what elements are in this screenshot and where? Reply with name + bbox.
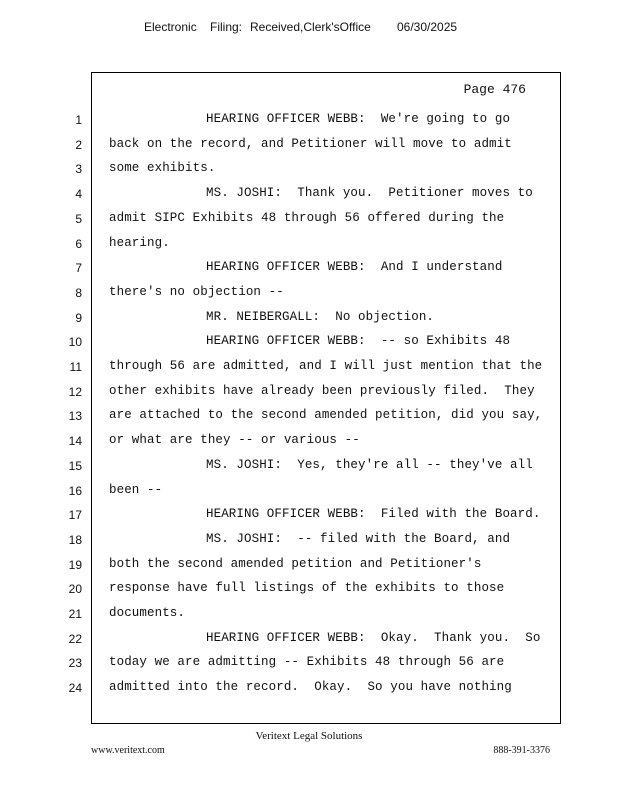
- line-text: admitted into the record. Okay. So you have nothing: [109, 680, 512, 694]
- line-number: 20: [68, 582, 82, 596]
- header-electronic: Electronic: [144, 20, 197, 34]
- line-number: 8: [75, 286, 82, 300]
- line-number: 6: [75, 237, 82, 251]
- header-date: 06/30/2025: [397, 20, 458, 34]
- line-text: other exhibits have already been previously filed. They: [109, 384, 535, 398]
- line-text: admit SIPC Exhibits 48 through 56 offered during the: [109, 211, 505, 225]
- line-text: through 56 are admitted, and I will just mention that the: [109, 359, 543, 373]
- line-text: hearing.: [109, 236, 170, 250]
- line-number: 12: [68, 385, 82, 399]
- line-text: both the second amended petition and Petitioner's: [109, 557, 482, 571]
- footer-website: www.veritext.com: [91, 745, 165, 756]
- line-number: 13: [68, 409, 82, 423]
- line-number: 3: [75, 162, 82, 176]
- line-number: 4: [75, 187, 82, 201]
- line-number: 17: [68, 508, 82, 522]
- line-number: 24: [68, 681, 82, 695]
- line-text: MS. JOSHI: -- filed with the Board, and: [206, 532, 511, 546]
- line-text: MS. JOSHI: Thank you. Petitioner moves to: [206, 186, 533, 200]
- line-number: 1: [75, 113, 82, 127]
- line-text: or what are they -- or various --: [109, 433, 360, 447]
- header-filing: Filing:: [210, 20, 243, 34]
- line-number: 5: [75, 212, 82, 226]
- line-text: MR. NEIBERGALL: No objection.: [206, 310, 435, 324]
- header-received: Received,Clerk'sOffice: [250, 20, 371, 34]
- line-text: there's no objection --: [109, 285, 284, 299]
- line-number: 19: [68, 558, 82, 572]
- line-text: are attached to the second amended petition, did you say,: [109, 408, 543, 422]
- line-number: 9: [75, 311, 82, 325]
- line-text: HEARING OFFICER WEBB: We're going to go: [206, 112, 511, 126]
- line-text: been --: [109, 483, 163, 497]
- line-number: 7: [75, 261, 82, 275]
- line-number: 14: [68, 434, 82, 448]
- line-text: MS. JOSHI: Yes, they're all -- they've all: [206, 458, 533, 472]
- line-number: 18: [68, 533, 82, 547]
- line-text: today we are admitting -- Exhibits 48 through 56 are: [109, 655, 505, 669]
- line-number: 15: [68, 459, 82, 473]
- line-text: response have full listings of the exhibits to those: [109, 581, 505, 595]
- line-text: HEARING OFFICER WEBB: Okay. Thank you. So: [206, 631, 541, 645]
- line-text: HEARING OFFICER WEBB: And I understand: [206, 260, 503, 274]
- page-number: Page 476: [463, 82, 526, 97]
- line-text: documents.: [109, 606, 186, 620]
- footer-phone: 888-391-3376: [493, 745, 550, 756]
- line-number: 16: [68, 484, 82, 498]
- line-number: 2: [75, 138, 82, 152]
- line-number: 21: [68, 607, 82, 621]
- footer-company: Veritext Legal Solutions: [255, 730, 363, 742]
- line-text: back on the record, and Petitioner will move to admit: [109, 137, 512, 151]
- line-number: 11: [69, 360, 82, 374]
- line-text: HEARING OFFICER WEBB: Filed with the Board.: [206, 507, 541, 521]
- line-number: 23: [68, 656, 82, 670]
- line-number: 10: [68, 335, 82, 349]
- line-text: some exhibits.: [109, 161, 216, 175]
- line-number: 22: [68, 632, 82, 646]
- line-text: HEARING OFFICER WEBB: -- so Exhibits 48: [206, 334, 511, 348]
